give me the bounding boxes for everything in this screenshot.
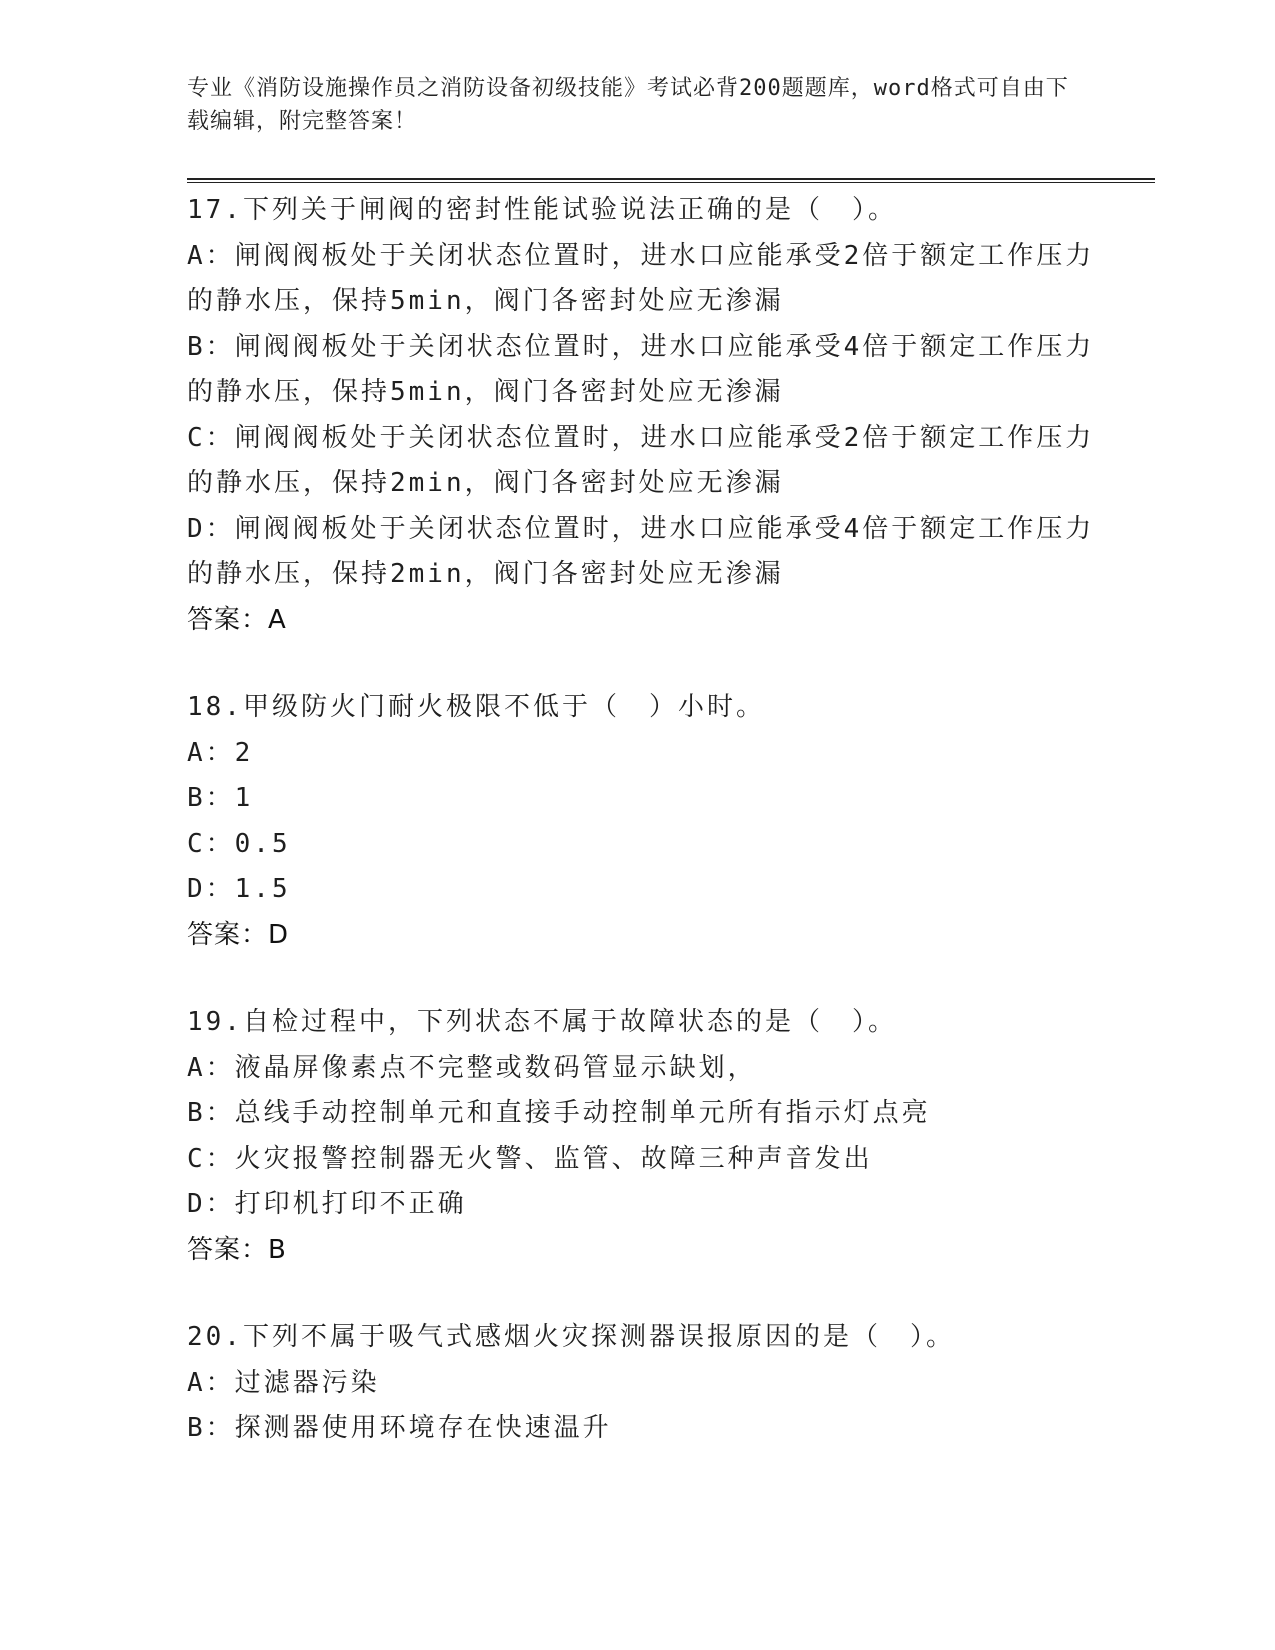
- header-divider: [187, 178, 1155, 183]
- header-text: 专业《消防设施操作员之消防设备初级技能》考试必背200题题库，word格式可自由下载编辑，附完整答案！: [187, 76, 1069, 134]
- document-header: [187, 72, 1087, 138]
- option-b: B：闸阀阀板处于关闭状态位置时，进水口应能承受4倍于额定工作压力的静水压，保持5min，阀门各密封处应无渗漏: [187, 331, 1095, 407]
- option-a: A：闸阀阀板处于关闭状态位置时，进水口应能承受2倍于额定工作压力的静水压，保持5min，阀门各密封处应无渗漏: [187, 240, 1095, 316]
- question-17: [187, 188, 1107, 643]
- option-a: A：过滤器污染: [187, 1367, 380, 1398]
- answer-text: 答案：B: [187, 1234, 287, 1265]
- option-c: C：0.5: [187, 828, 291, 859]
- option-d: D：闸阀阀板处于关闭状态位置时，进水口应能承受4倍于额定工作压力的静水压，保持2min，阀门各密封处应无渗漏: [187, 513, 1095, 589]
- question-stem: 17.下列关于闸阀的密封性能试验说法正确的是（ ）。: [187, 195, 897, 225]
- option-a: A：液晶屏像素点不完整或数码管显示缺划，: [187, 1052, 757, 1083]
- option-c: C：火灾报警控制器无火警、监管、故障三种声音发出: [187, 1143, 873, 1174]
- option-a: A：2: [187, 737, 254, 768]
- option-b: B：1: [187, 783, 254, 813]
- question-list: [187, 188, 1107, 1494]
- question-18: [187, 685, 1107, 958]
- question-19: [187, 1000, 1107, 1273]
- option-d: D：1.5: [187, 874, 291, 904]
- question-stem: 18.甲级防火门耐火极限不低于（ ）小时。: [187, 692, 765, 722]
- answer-text: 答案：A: [187, 604, 287, 635]
- question-stem: 20.下列不属于吸气式感烟火灾探测器误报原因的是（ ）。: [187, 1322, 955, 1352]
- answer-text: 答案：D: [187, 919, 290, 950]
- question-stem: 19.自检过程中，下列状态不属于故障状态的是（ ）。: [187, 1007, 897, 1037]
- option-d: D：打印机打印不正确: [187, 1189, 467, 1219]
- option-b: B：探测器使用环境存在快速温升: [187, 1413, 612, 1443]
- option-c: C：闸阀阀板处于关闭状态位置时，进水口应能承受2倍于额定工作压力的静水压，保持2min，阀门各密封处应无渗漏: [187, 422, 1095, 498]
- option-b: B：总线手动控制单元和直接手动控制单元所有指示灯点亮: [187, 1098, 931, 1128]
- question-20: [187, 1315, 1107, 1452]
